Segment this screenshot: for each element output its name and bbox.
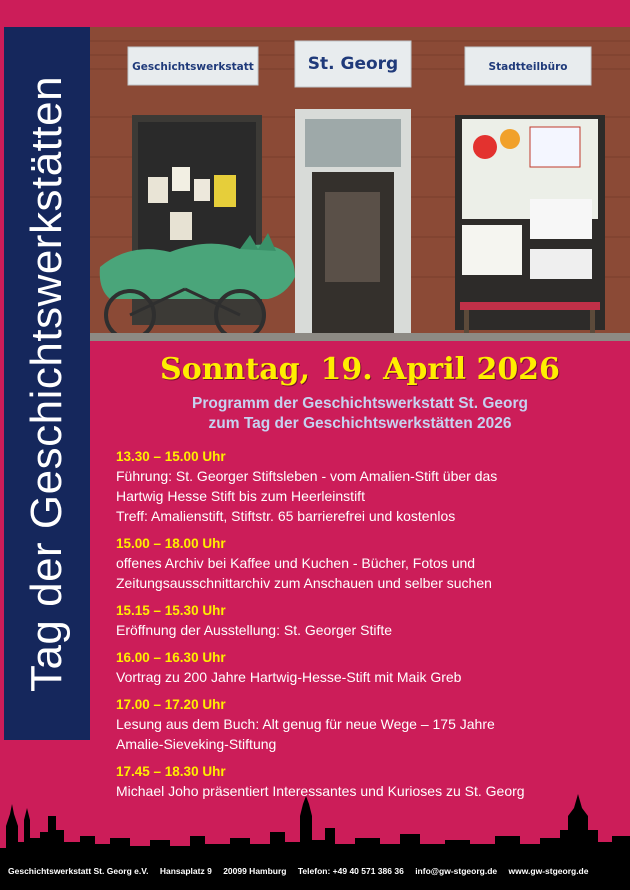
program-time: 15.00 – 18.00 Uhr <box>116 536 226 551</box>
program-time: 13.30 – 15.00 Uhr <box>116 449 226 464</box>
program-text: Vortrag zu 200 Jahre Hartwig-Hesse-Stift mit Maik Greb <box>116 669 462 685</box>
program-time: 17.45 – 18.30 Uhr <box>116 764 226 779</box>
program-item <box>116 601 626 640</box>
program-text: Treff: Amalienstift, Stiftstr. 65 barrierefrei und kostenlos <box>116 508 456 524</box>
sign-right: Stadtteilbüro <box>488 61 568 73</box>
program-text: Zeitungsausschnittarchiv zum Anschauen und selber suchen <box>116 575 492 591</box>
program-item <box>116 695 626 754</box>
shop-front-photo <box>90 27 630 341</box>
program-item <box>116 534 626 593</box>
program-time: 17.00 – 17.20 Uhr <box>116 697 226 712</box>
footer-org: Geschichtswerkstatt St. Georg e.V. <box>8 866 149 876</box>
subtitle-line: Programm der Geschichtswerkstatt St. Georg <box>192 395 528 412</box>
footer-contact <box>8 866 626 876</box>
event-date: Sonntag, 19. April 2026 <box>160 352 560 387</box>
program-text: Eröffnung der Ausstellung: St. Georger Stifte <box>116 622 393 638</box>
side-title: Tag der Geschichtswerkstätten <box>22 75 71 693</box>
program-time: 16.00 – 16.30 Uhr <box>116 650 226 665</box>
program-text: Hartwig Hesse Stift bis zum Heerleinstift <box>116 488 365 504</box>
footer-city: 20099 Hamburg <box>223 866 287 876</box>
program-text: Lesung aus dem Buch: Alt genug für neue Wege – 175 Jahre <box>116 716 495 732</box>
footer-email[interactable]: info@gw-stgeorg.de <box>415 866 498 876</box>
program-text: Michael Joho präsentiert Interessantes und Kurioses zu St. Georg <box>116 783 525 799</box>
program-text: Führung: St. Georger Stiftsleben - vom Amalien-Stift über das <box>116 468 498 484</box>
program-text: Amalie-Sieveking-Stiftung <box>116 736 277 752</box>
sign-center: St. Georg <box>307 54 399 74</box>
program-list <box>116 447 626 809</box>
subtitle-line: zum Tag der Geschichtswerkstätten 2026 <box>208 415 512 432</box>
footer-website[interactable]: www.gw-stgeorg.de <box>508 866 589 876</box>
program-time: 15.15 – 15.30 Uhr <box>116 603 226 618</box>
program-text: offenes Archiv bei Kaffee und Kuchen - Bücher, Fotos und <box>116 555 476 571</box>
subtitle <box>90 394 630 434</box>
program-item <box>116 648 626 687</box>
program-item <box>116 447 626 526</box>
sign-left: Geschichtswerkstatt <box>132 61 254 73</box>
footer-phone: Telefon: +49 40 571 386 36 <box>297 866 404 876</box>
footer-address: Hansaplatz 9 <box>159 866 212 876</box>
